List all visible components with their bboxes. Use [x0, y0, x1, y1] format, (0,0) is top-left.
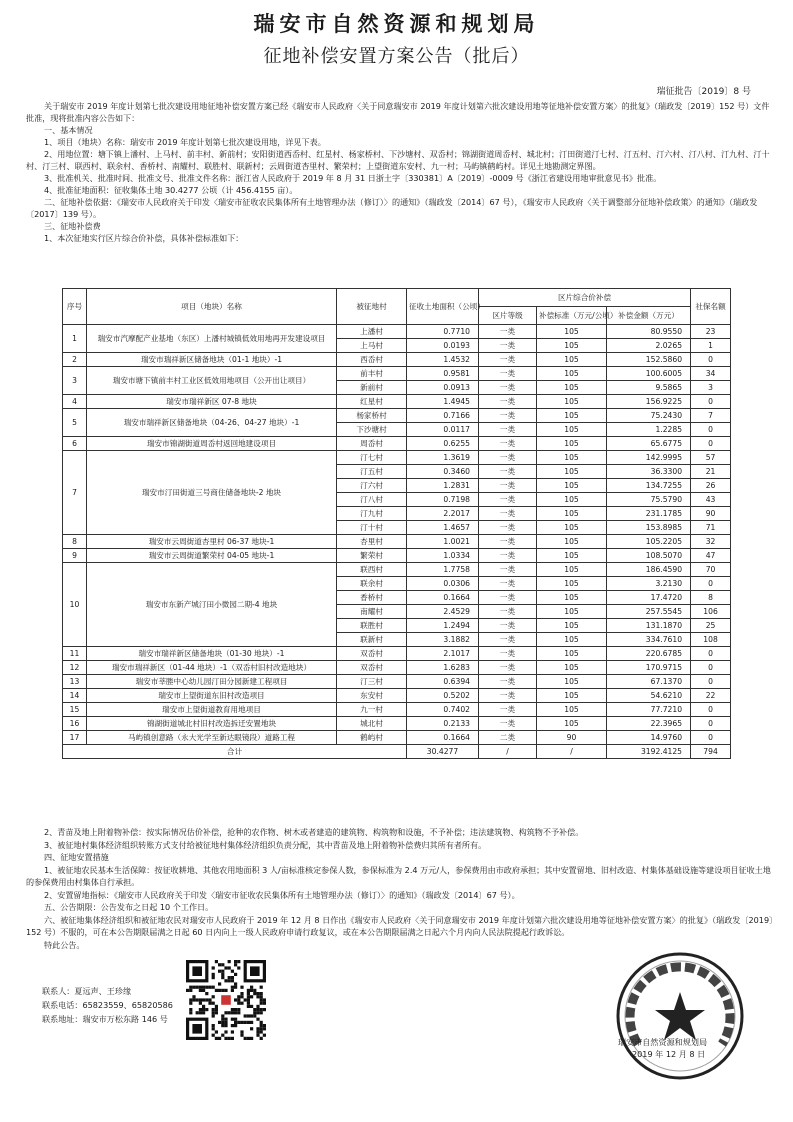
- row-amount: 3.2130: [607, 577, 691, 591]
- row-standard: 105: [537, 661, 607, 675]
- row-standard: 105: [537, 689, 607, 703]
- table-row: [63, 549, 731, 563]
- row-grade: 一类: [479, 339, 537, 353]
- row-grade: 一类: [479, 535, 537, 549]
- total-quota: 794: [691, 745, 731, 759]
- row-area: 0.7166: [407, 409, 479, 423]
- row-standard: 105: [537, 395, 607, 409]
- contact-address: 联系地址：瑞安市万松东路 146 号: [42, 1014, 168, 1024]
- row-grade: 一类: [479, 423, 537, 437]
- total-area: 30.4277: [407, 745, 479, 759]
- row-project-name: 瑞安市云周街道繁荣村 04-05 地块-1: [87, 549, 337, 563]
- table-row: [63, 661, 731, 675]
- row-grade: 一类: [479, 465, 537, 479]
- row-project-name: 瑞安市上望街道教育用地项目: [87, 703, 337, 717]
- row-area: 0.0117: [407, 423, 479, 437]
- row-grade: 一类: [479, 507, 537, 521]
- row-standard: 105: [537, 591, 607, 605]
- payment-method: 3、被征地村集体经济组织转账方式支付给被征地村集体经济组织负责分配，其中青苗及地上附着物补偿费归其所有者所有。: [44, 839, 487, 850]
- row-number: 1: [63, 325, 87, 353]
- resettlement-land: 2、安置留地指标：《瑞安市人民政府关于印发〈瑞安市征收农民集体所有土地管理办法（修订）〉的通知》（瑞政发〔2014〕67 号）。: [44, 889, 520, 900]
- row-quota: 106: [691, 605, 731, 619]
- row-number: 9: [63, 549, 87, 563]
- intro-paragraph: 关于瑞安市 2019 年度计划第七批次建设用地征地补偿安置方案已经《瑞安市人民政府〈关于同意瑞安市 2019 年度计划第六批次建设用地等征地补偿安置方案〉的批复》（瑞政发〔2019〕152 号）文件批准，现将批准内容公告如下：: [26, 101, 770, 123]
- row-amount: 54.6210: [607, 689, 691, 703]
- row-village: 鹤屿村: [337, 731, 407, 745]
- row-village: 前丰村: [337, 367, 407, 381]
- total-label: 合计: [63, 745, 407, 759]
- row-amount: 105.2205: [607, 535, 691, 549]
- row-project-name: 瑞安市瑞祥新区（01-44 地块）-1（双岙村旧村改造地块）: [87, 661, 337, 675]
- row-amount: 75.5790: [607, 493, 691, 507]
- row-area: 1.3619: [407, 451, 479, 465]
- land-location: 2、用地位置：塘下镇上潘村、上马村、前丰村、新前村；安阳街道西岙村、红星村、杨家桥村、下沙塘村、双岙村；锦湖街道周岙村、城北村；汀田街道汀七村、汀五村、汀六村、汀八村、汀九村、汀十村、汀三村、联西村、联余村、香桥村、南耀村、联胜村、联新村；云周街道杏里村、繁荣村；上望街道东安村、九一村；马屿镇鹤屿村。详见土地勘测定界图。: [26, 149, 770, 171]
- section-3-heading: 三、征地补偿费: [44, 221, 101, 231]
- table-body: [63, 325, 731, 745]
- row-number: 13: [63, 675, 87, 689]
- row-village: 九一村: [337, 703, 407, 717]
- row-area: 0.0306: [407, 577, 479, 591]
- row-area: 0.0913: [407, 381, 479, 395]
- row-area: 0.6394: [407, 675, 479, 689]
- row-project-name: 瑞安市云周街道杏里村 06-37 地块-1: [87, 535, 337, 549]
- row-village: 联西村: [337, 563, 407, 577]
- row-area: 0.7402: [407, 703, 479, 717]
- row-standard: 105: [537, 325, 607, 339]
- row-number: 12: [63, 661, 87, 675]
- row-quota: 21: [691, 465, 731, 479]
- row-standard: 105: [537, 409, 607, 423]
- row-grade: 一类: [479, 689, 537, 703]
- row-amount: 220.6785: [607, 647, 691, 661]
- row-grade: 一类: [479, 703, 537, 717]
- row-standard: 105: [537, 451, 607, 465]
- row-grade: 一类: [479, 409, 537, 423]
- row-village: 杨家桥村: [337, 409, 407, 423]
- row-amount: 14.9760: [607, 731, 691, 745]
- row-grade: 一类: [479, 521, 537, 535]
- table-row: [63, 451, 731, 465]
- row-grade: 一类: [479, 563, 537, 577]
- row-grade: 一类: [479, 591, 537, 605]
- row-number: 2: [63, 353, 87, 367]
- table-row: [63, 703, 731, 717]
- row-amount: 80.9550: [607, 325, 691, 339]
- table-row: [63, 647, 731, 661]
- row-standard: 105: [537, 703, 607, 717]
- row-standard: 105: [537, 507, 607, 521]
- row-grade: 一类: [479, 353, 537, 367]
- header-standard: 补偿标准（万元/公顷）: [537, 307, 607, 325]
- row-project-name: 瑞安市瑞祥新区储备地块（04-26、04-27 地块）-1: [87, 409, 337, 437]
- header-social-quota: 社保名额: [691, 289, 731, 325]
- row-village: 繁荣村: [337, 549, 407, 563]
- row-quota: 0: [691, 731, 731, 745]
- row-number: 16: [63, 717, 87, 731]
- row-area: 1.7758: [407, 563, 479, 577]
- row-grade: 一类: [479, 549, 537, 563]
- row-number: 17: [63, 731, 87, 745]
- approved-area: 4、批准征地面积：征收集体土地 30.4277 公顷（计 456.4155 亩）。: [44, 185, 298, 195]
- row-amount: 36.3300: [607, 465, 691, 479]
- compensation-table: [62, 288, 731, 759]
- row-standard: 105: [537, 563, 607, 577]
- row-quota: 23: [691, 325, 731, 339]
- table-row: [63, 367, 731, 381]
- row-number: 15: [63, 703, 87, 717]
- official-seal-icon: [612, 948, 748, 1084]
- row-area: 0.5202: [407, 689, 479, 703]
- row-quota: 32: [691, 535, 731, 549]
- row-amount: 231.1785: [607, 507, 691, 521]
- row-area: 1.6283: [407, 661, 479, 675]
- row-project-name: 瑞安市莘塍中心幼儿园汀田分园新建工程项目: [87, 675, 337, 689]
- header-area: 征收土地面积（公顷）: [407, 289, 479, 325]
- row-quota: 22: [691, 689, 731, 703]
- row-grade: 一类: [479, 451, 537, 465]
- row-quota: 1: [691, 339, 731, 353]
- table-row: [63, 395, 731, 409]
- row-quota: 25: [691, 619, 731, 633]
- row-standard: 105: [537, 675, 607, 689]
- row-project-name: 瑞安市瑞祥新区 07-8 地块: [87, 395, 337, 409]
- contact-person: 联系人：夏远声、王珍缘: [42, 986, 132, 996]
- row-area: 0.2133: [407, 717, 479, 731]
- row-grade: 一类: [479, 367, 537, 381]
- row-quota: 0: [691, 675, 731, 689]
- row-number: 6: [63, 437, 87, 451]
- row-area: 0.1664: [407, 731, 479, 745]
- row-grade: 一类: [479, 717, 537, 731]
- row-area: 0.7198: [407, 493, 479, 507]
- row-standard: 105: [537, 521, 607, 535]
- section-4-heading: 四、征地安置措施: [44, 852, 109, 862]
- table-row: [63, 353, 731, 367]
- header-zone-compensation: 区片综合价补偿: [479, 289, 691, 307]
- row-amount: 156.9225: [607, 395, 691, 409]
- row-standard: 105: [537, 549, 607, 563]
- section-2-heading: 二、征地补偿依据：《瑞安市人民政府关于印发〈瑞安市征收农民集体所有土地管理办法（修订）〉的通知》（瑞政发〔2014〕67 号），《瑞安市人民政府〈关于调整部分征地补偿政策〉的通知》（瑞政发〔2017〕139 号）。: [26, 197, 758, 219]
- row-standard: 105: [537, 619, 607, 633]
- row-standard: 105: [537, 339, 607, 353]
- row-area: 1.2831: [407, 479, 479, 493]
- row-quota: 70: [691, 563, 731, 577]
- org-name: 瑞安市自然资源和规划局: [253, 11, 540, 36]
- total-amount: 3192.4125: [607, 745, 691, 759]
- table-row: [63, 535, 731, 549]
- row-project-name: 瑞安市汀田街道三号商住储备地块-2 地块: [87, 451, 337, 535]
- row-project-name: 锦湖街道城北村旧村改造拆迁安置地块: [87, 717, 337, 731]
- row-amount: 142.9995: [607, 451, 691, 465]
- row-amount: 153.8985: [607, 521, 691, 535]
- row-number: 7: [63, 451, 87, 535]
- row-area: 0.9581: [407, 367, 479, 381]
- table-row: [63, 437, 731, 451]
- row-village: 汀六村: [337, 479, 407, 493]
- section-6-appeal: 六、被征地集体经济组织和被征地农民对瑞安市人民政府于 2019 年 12 月 8 日作出《瑞安市人民政府〈关于同意瑞安市 2019 年度计划第六批次建设用地等征地补偿安置方案〉的批复》（瑞政发〔2019〕152 号）不服的，可在本公告期限届满之日起 60 日内向上一级人民政府申请行政复议，或在本公告期限届满之日起六个月内向人民法院提起行政诉讼。: [26, 914, 774, 937]
- qr-code-icon[interactable]: [186, 960, 266, 1040]
- row-village: 双岙村: [337, 647, 407, 661]
- after-table-section: [26, 826, 774, 951]
- row-area: 2.1017: [407, 647, 479, 661]
- total-row: [63, 745, 731, 759]
- closing-line: 特此公告。: [44, 939, 85, 950]
- row-standard: 105: [537, 535, 607, 549]
- total-standard: /: [537, 745, 607, 759]
- row-area: 1.4657: [407, 521, 479, 535]
- row-grade: 一类: [479, 619, 537, 633]
- row-project-name: 马屿镇创意路（永大光学至新达眼镜段）道路工程: [87, 731, 337, 745]
- social-security: 1、被征地农民基本生活保障：按征收耕地、其他农用地面积 3 人/亩标准核定参保人数，参保标准为 2.4 万元/人，参保费用由市政府承担；其中安置留地、旧村改造、村集体基础设施等建设项目征收土地的参保费用由村集体自行承担。: [26, 864, 771, 887]
- row-village: 杏里村: [337, 535, 407, 549]
- seal-org: 瑞安市自然资源和规划局: [618, 1037, 708, 1047]
- contact-phone: 联系电话：65823559、65820586: [42, 1000, 173, 1010]
- row-amount: 17.4720: [607, 591, 691, 605]
- row-village: 双岙村: [337, 661, 407, 675]
- row-amount: 134.7255: [607, 479, 691, 493]
- row-project-name: 瑞安市锦湖街道周岙村返回地建设项目: [87, 437, 337, 451]
- row-quota: 0: [691, 717, 731, 731]
- row-area: 1.4532: [407, 353, 479, 367]
- header-grade: 区片等级: [479, 307, 537, 325]
- row-amount: 108.5070: [607, 549, 691, 563]
- row-project-name: 瑞安市瑞祥新区储备地块（01-30 地块）-1: [87, 647, 337, 661]
- row-village: 红星村: [337, 395, 407, 409]
- row-standard: 105: [537, 493, 607, 507]
- row-village: 汀九村: [337, 507, 407, 521]
- row-quota: 0: [691, 395, 731, 409]
- row-quota: 0: [691, 703, 731, 717]
- row-area: 0.6255: [407, 437, 479, 451]
- row-village: 南耀村: [337, 605, 407, 619]
- row-project-name: 瑞安市塘下镇前丰村工业区低效用地项目（公开出让项目）: [87, 367, 337, 395]
- document-number: 瑞征批告〔2019〕8 号: [656, 87, 751, 97]
- row-number: 3: [63, 367, 87, 395]
- row-village: 下沙塘村: [337, 423, 407, 437]
- row-quota: 71: [691, 521, 731, 535]
- intro-section: [26, 100, 774, 244]
- page-title: 征地补偿安置方案公告（批后）: [263, 46, 530, 67]
- row-village: 东安村: [337, 689, 407, 703]
- row-grade: 一类: [479, 395, 537, 409]
- contact-block: [42, 984, 173, 1026]
- table-row: [63, 325, 731, 339]
- row-grade: 一类: [479, 647, 537, 661]
- row-area: 1.4945: [407, 395, 479, 409]
- row-project-name: 瑞安市汽摩配产业基地（东区）上潘村城镇低效用地再开发建设项目: [87, 325, 337, 353]
- total-grade: /: [479, 745, 537, 759]
- row-quota: 0: [691, 437, 731, 451]
- header-amount: 补偿金额（万元）: [607, 307, 691, 325]
- row-area: 2.4529: [407, 605, 479, 619]
- row-quota: 0: [691, 577, 731, 591]
- row-standard: 105: [537, 437, 607, 451]
- row-amount: 170.9715: [607, 661, 691, 675]
- table-row: [63, 731, 731, 745]
- row-project-name: 瑞安市上望街道东旧村改造项目: [87, 689, 337, 703]
- row-village: 联新村: [337, 633, 407, 647]
- row-amount: 75.2430: [607, 409, 691, 423]
- row-number: 14: [63, 689, 87, 703]
- table-row: [63, 409, 731, 423]
- row-quota: 47: [691, 549, 731, 563]
- row-village: 香桥村: [337, 591, 407, 605]
- row-number: 10: [63, 563, 87, 647]
- row-village: 汀八村: [337, 493, 407, 507]
- row-amount: 9.5865: [607, 381, 691, 395]
- row-village: 周岙村: [337, 437, 407, 451]
- row-area: 0.3460: [407, 465, 479, 479]
- row-quota: 108: [691, 633, 731, 647]
- row-standard: 105: [537, 353, 607, 367]
- row-amount: 100.6005: [607, 367, 691, 381]
- row-amount: 65.6775: [607, 437, 691, 451]
- row-area: 1.2494: [407, 619, 479, 633]
- row-quota: 57: [691, 451, 731, 465]
- row-project-name: 瑞安市瑞祥新区储备地块（01-1 地块）-1: [87, 353, 337, 367]
- crop-compensation: 2、青苗及地上附着物补偿：按实际情况估价补偿，抢种的农作物、树木或者建造的建筑物、构筑物和设施，不予补偿；违法建筑物、构筑物不予补偿。: [44, 827, 584, 837]
- row-amount: 22.3965: [607, 717, 691, 731]
- row-quota: 8: [691, 591, 731, 605]
- row-area: 1.0334: [407, 549, 479, 563]
- header-no: 序号: [63, 289, 87, 325]
- row-village: 汀三村: [337, 675, 407, 689]
- row-standard: 105: [537, 423, 607, 437]
- row-village: 上马村: [337, 339, 407, 353]
- row-standard: 105: [537, 647, 607, 661]
- header-project-name: 项目（地块）名称: [87, 289, 337, 325]
- row-amount: 1.2285: [607, 423, 691, 437]
- row-quota: 26: [691, 479, 731, 493]
- row-area: 3.1882: [407, 633, 479, 647]
- row-standard: 105: [537, 465, 607, 479]
- row-quota: 0: [691, 647, 731, 661]
- row-quota: 0: [691, 423, 731, 437]
- row-village: 上潘村: [337, 325, 407, 339]
- row-grade: 二类: [479, 731, 537, 745]
- row-village: 西岙村: [337, 353, 407, 367]
- row-village: 城北村: [337, 717, 407, 731]
- row-grade: 一类: [479, 437, 537, 451]
- row-number: 4: [63, 395, 87, 409]
- row-area: 0.1664: [407, 591, 479, 605]
- row-amount: 152.5860: [607, 353, 691, 367]
- table-row: [63, 717, 731, 731]
- row-project-name: 瑞安市东新产城汀田小微园二期-4 地块: [87, 563, 337, 647]
- row-village: 汀十村: [337, 521, 407, 535]
- row-grade: 一类: [479, 381, 537, 395]
- row-amount: 257.5545: [607, 605, 691, 619]
- row-amount: 186.4590: [607, 563, 691, 577]
- header-village: 被征地村: [337, 289, 407, 325]
- row-grade: 一类: [479, 493, 537, 507]
- row-number: 5: [63, 409, 87, 437]
- row-standard: 105: [537, 633, 607, 647]
- row-grade: 一类: [479, 479, 537, 493]
- row-village: 联余村: [337, 577, 407, 591]
- row-grade: 一类: [479, 325, 537, 339]
- row-standard: 105: [537, 479, 607, 493]
- row-amount: 334.7610: [607, 633, 691, 647]
- row-quota: 0: [691, 661, 731, 675]
- row-village: 汀七村: [337, 451, 407, 465]
- row-amount: 131.1870: [607, 619, 691, 633]
- row-amount: 2.0265: [607, 339, 691, 353]
- table-row: [63, 689, 731, 703]
- row-grade: 一类: [479, 577, 537, 591]
- row-area: 0.7710: [407, 325, 479, 339]
- row-standard: 105: [537, 367, 607, 381]
- row-standard: 105: [537, 577, 607, 591]
- section-1-heading: 一、基本情况: [44, 125, 93, 135]
- row-quota: 0: [691, 353, 731, 367]
- row-standard: 105: [537, 605, 607, 619]
- table-row: [63, 563, 731, 577]
- row-area: 1.0021: [407, 535, 479, 549]
- project-name: 1、项目（地块）名称：瑞安市 2019 年度计划第七批次建设用地，详见下表。: [44, 137, 326, 147]
- compensation-standard-note: 1、本次征地实行区片综合价补偿，具体补偿标准如下：: [44, 233, 244, 243]
- row-quota: 90: [691, 507, 731, 521]
- row-quota: 7: [691, 409, 731, 423]
- row-grade: 一类: [479, 661, 537, 675]
- row-grade: 一类: [479, 633, 537, 647]
- seal-date: 2019 年 12 月 8 日: [632, 1049, 706, 1059]
- row-village: 汀五村: [337, 465, 407, 479]
- row-quota: 34: [691, 367, 731, 381]
- row-number: 8: [63, 535, 87, 549]
- row-village: 联胜村: [337, 619, 407, 633]
- row-standard: 90: [537, 731, 607, 745]
- row-number: 11: [63, 647, 87, 661]
- row-grade: 一类: [479, 605, 537, 619]
- section-5-period: 五、公告期限：公告发布之日起 10 个工作日。: [44, 902, 214, 912]
- seal-text: [618, 1036, 707, 1060]
- row-area: 0.0193: [407, 339, 479, 353]
- row-area: 2.2017: [407, 507, 479, 521]
- row-amount: 77.7210: [607, 703, 691, 717]
- row-grade: 一类: [479, 675, 537, 689]
- row-quota: 43: [691, 493, 731, 507]
- table-row: [63, 675, 731, 689]
- row-standard: 105: [537, 717, 607, 731]
- approval-info: 3、批准机关、批准时间、批准文号、批准文件名称：浙江省人民政府于 2019 年 8 月 31 日浙土字〔330381〕A〔2019〕-0009 号《浙江省建设用地审批意见书》批准。: [44, 173, 662, 183]
- row-standard: 105: [537, 381, 607, 395]
- row-quota: 3: [691, 381, 731, 395]
- row-village: 新前村: [337, 381, 407, 395]
- row-amount: 67.1370: [607, 675, 691, 689]
